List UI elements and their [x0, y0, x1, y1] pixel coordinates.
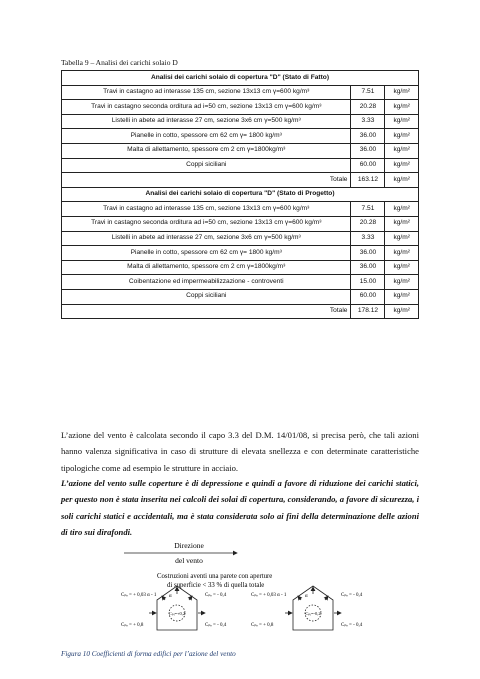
row-value: 60.00 [351, 289, 385, 304]
row-description: Coibentazione ed impermeabilizzazione - controventi [62, 275, 351, 290]
table-section-header [62, 187, 419, 202]
wind-coefficients-figure [119, 538, 381, 656]
paragraph-wind-roof: L’azione del vento sulle coperture è di depressione e quindi a favore di riduzione dei carichi statici, per questo non è stata inserita nei calcoli dei solai di copertura, considerando, a favore di sicurezza, i soli carichi statici e accidentali, ma è stata considerata solo ai fini della determinazione delle azioni di tiro sui dirafondi. [61, 478, 419, 537]
row-value: 3.33 [351, 231, 385, 246]
alpha-right: α [305, 594, 308, 599]
row-unit: kg/m² [385, 275, 419, 290]
cpe-roof-windward-right: Cₚₑ = + 0,03 α - 1 [251, 593, 287, 598]
table-row [62, 100, 419, 115]
table-row [62, 260, 419, 275]
row-unit: kg/m² [385, 129, 419, 144]
row-unit: kg/m² [385, 158, 419, 173]
total-unit: kg/m² [385, 304, 419, 319]
row-description: Travi in castagno ad interasse 135 cm, sezione 13x13 cm γ=600 kg/m³ [62, 85, 351, 100]
table-row [62, 129, 419, 144]
wind-label-1: Direzione [174, 541, 204, 550]
row-unit: kg/m² [385, 260, 419, 275]
table-row [62, 85, 419, 100]
table-total-row [62, 304, 419, 319]
row-value: 7.51 [351, 202, 385, 217]
row-description: Travi in castagno seconda orditura ad i=50 cm, sezione 13x13 cm γ=600 kg/m³ [62, 100, 351, 115]
row-description: Listelli in abete ad interasse 27 cm, sezione 3x6 cm γ=500 kg/m³ [62, 114, 351, 129]
paragraph-wind-calculation: L’azione del vento è calcolata secondo il capo 3.3 del D.M. 14/01/08, si precisa però, che tali azioni hanno valenza significativa in caso di strutture di elevata snellezza e con determinate caratteristiche tipologiche come ad esempio le strutture in acciaio. [61, 430, 419, 473]
table-row [62, 114, 419, 129]
table-row [62, 202, 419, 217]
row-value: 36.00 [351, 129, 385, 144]
row-unit: kg/m² [385, 231, 419, 246]
total-unit: kg/m² [385, 173, 419, 188]
cpe-roof-windward-left: Cₚₑ = + 0,03 α - 1 [121, 593, 157, 598]
table-row [62, 246, 419, 261]
cpe-wall-windward-left: Cₚₑ = + 0,8 [121, 623, 144, 628]
cpe-wall-leeward-right: Cₚₑ = - 0,4 [341, 623, 363, 628]
table-row [62, 143, 419, 158]
row-value: 60.00 [351, 158, 385, 173]
row-unit: kg/m² [385, 143, 419, 158]
alpha-left: α [169, 594, 172, 599]
cpi-left-label: Cₚᵢ=+0,2 [168, 611, 186, 616]
row-description: Coppi siciliani [62, 158, 351, 173]
cpe-wall-leeward-left: Cₚₑ = - 0,4 [205, 623, 227, 628]
row-unit: kg/m² [385, 216, 419, 231]
building-left [149, 586, 205, 630]
table-row [62, 216, 419, 231]
row-description: Pianelle in cotto, spessore cm 62 cm γ= 1800 kg/m³ [62, 246, 351, 261]
cpe-wall-windward-right: Cₚₑ = + 0,8 [251, 623, 274, 628]
cpe-roof-leeward-left: Cₚₑ = - 0,4 [205, 593, 227, 598]
table-row [62, 231, 419, 246]
row-unit: kg/m² [385, 85, 419, 100]
loads-table [61, 70, 419, 319]
figure-note-2: di superficie < 33 % di quella totale [167, 582, 265, 589]
row-unit: kg/m² [385, 100, 419, 115]
section-title: Analisi dei carichi solaio di copertura "D" (Stato di Progetto) [62, 187, 419, 202]
table-section-header [62, 71, 419, 86]
row-value: 36.00 [351, 260, 385, 275]
figure-note-1: Costruzioni aventi una parete con aperture [157, 573, 273, 580]
row-description: Malta di allettamento, spessore cm 2 cm γ=1800kg/m³ [62, 143, 351, 158]
row-value: 36.00 [351, 246, 385, 261]
total-label: Totale [62, 304, 351, 319]
table-total-row [62, 173, 419, 188]
row-value: 15.00 [351, 275, 385, 290]
cpe-roof-leeward-right: Cₚₑ = - 0,4 [341, 593, 363, 598]
figure-caption: Figura 10 Coefficienti di forma edifici per l’azione del vento [61, 650, 236, 658]
cpi-right-label: Cₚᵢ=-0,2 [305, 611, 321, 616]
row-description: Malta di allettamento, spessore cm 2 cm γ=1800kg/m³ [62, 260, 351, 275]
section-title: Analisi dei carichi solaio di copertura "D" (Stato di Fatto) [62, 71, 419, 86]
table-row [62, 158, 419, 173]
row-unit: kg/m² [385, 246, 419, 261]
wind-label-2: del vento [175, 556, 203, 565]
table-caption: Tabella 9 – Analisi dei carichi solaio D [61, 58, 178, 67]
building-right [285, 586, 341, 630]
row-description: Pianelle in cotto, spessore cm 62 cm γ= 1800 kg/m³ [62, 129, 351, 144]
total-value: 178.12 [351, 304, 385, 319]
row-description: Travi in castagno seconda orditura ad i=50 cm, sezione 13x13 cm γ=600 kg/m³ [62, 216, 351, 231]
row-value: 3.33 [351, 114, 385, 129]
table-row [62, 275, 419, 290]
row-value: 20.28 [351, 100, 385, 115]
total-label: Totale [62, 173, 351, 188]
row-unit: kg/m² [385, 202, 419, 217]
table-row [62, 289, 419, 304]
row-unit: kg/m² [385, 114, 419, 129]
row-unit: kg/m² [385, 289, 419, 304]
row-description: Travi in castagno ad interasse 135 cm, sezione 13x13 cm γ=600 kg/m³ [62, 202, 351, 217]
total-value: 163.12 [351, 173, 385, 188]
row-description: Listelli in abete ad interasse 27 cm, sezione 3x6 cm γ=500 kg/m³ [62, 231, 351, 246]
row-description: Coppi siciliani [62, 289, 351, 304]
row-value: 7.51 [351, 85, 385, 100]
row-value: 36.00 [351, 143, 385, 158]
row-value: 20.28 [351, 216, 385, 231]
